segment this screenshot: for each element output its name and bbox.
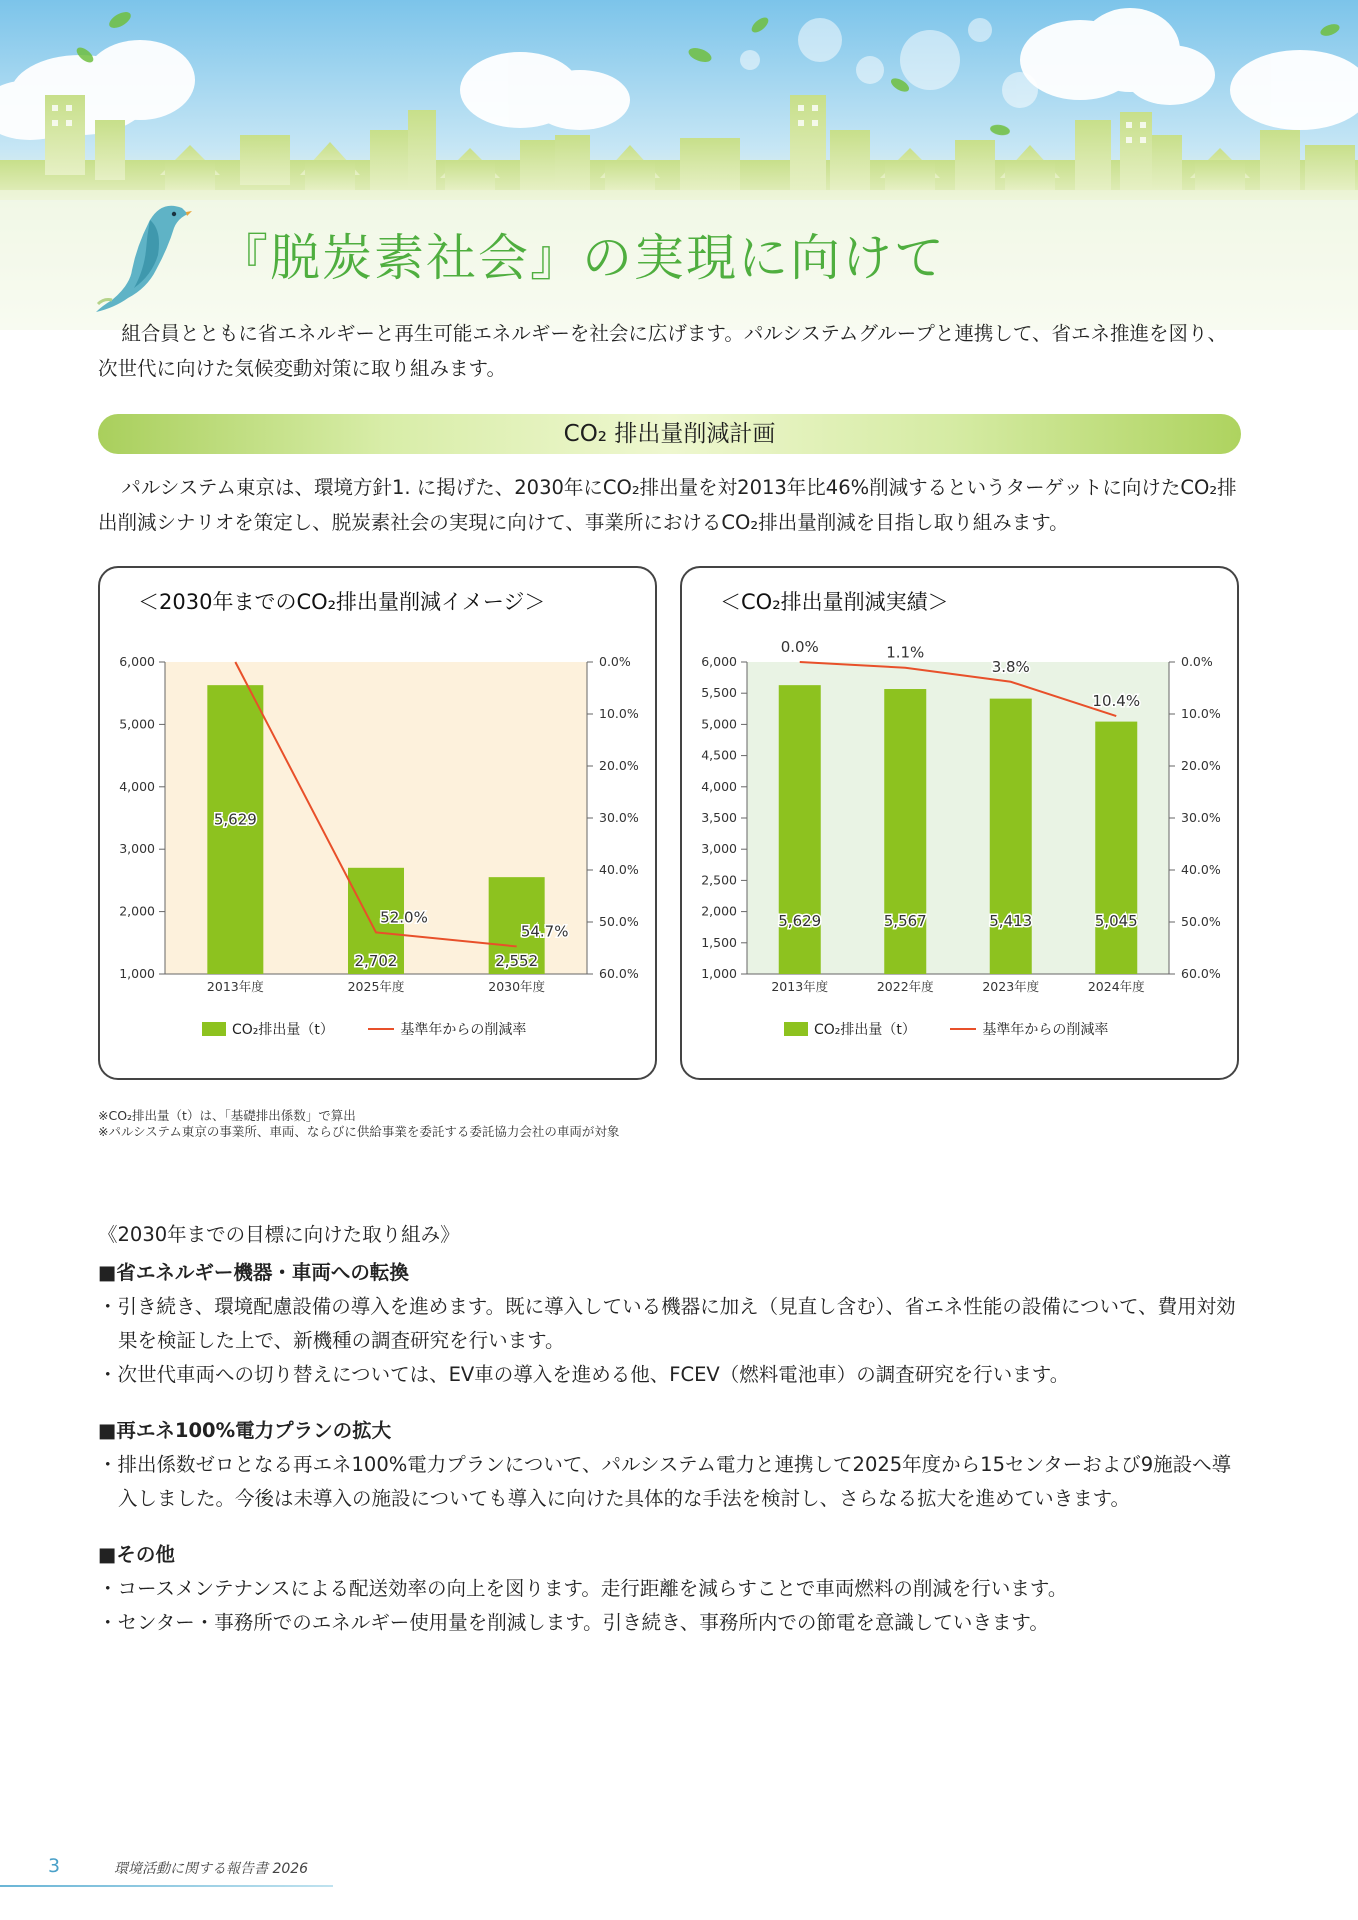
goals-section	[98, 1218, 1248, 1640]
bar-value-label: 5,567	[883, 912, 927, 930]
chart-title: ＜CO₂排出量削減実績＞	[720, 590, 949, 614]
legend-line-swatch	[368, 1028, 394, 1030]
section-paragraph	[98, 470, 1244, 540]
legend-bar-label: CO₂排出量（t）	[232, 1022, 334, 1038]
y-tick-label: 3,000	[119, 841, 155, 857]
y-tick-label: 3,500	[701, 810, 737, 825]
bar	[779, 685, 821, 974]
goal-heading-renewable: ■再エネ100%電力プランの拡大	[98, 1419, 392, 1442]
y2-tick-label: 20.0%	[1181, 758, 1221, 773]
y-tick-label: 2,000	[701, 903, 737, 919]
goal-bullet: ・排出係数ゼロとなる再エネ100%電力プランについて、パルシステム電力と連携して2025年度から15センターおよび9施設へ導入しました。今後は未導入の施設についても導入に向けた具体的な手法を検討し、さらなる拡大を進めていきます。	[98, 1453, 1232, 1510]
y2-tick-label: 10.0%	[1181, 706, 1221, 721]
footer-rule	[0, 1885, 333, 1887]
x-tick-label: 2023年度	[982, 979, 1040, 994]
y-tick-label: 3,000	[701, 841, 737, 857]
chart-reduction-results	[682, 568, 1237, 1078]
y2-tick-label: 20.0%	[599, 758, 639, 773]
goal-bullet: ・コースメンテナンスによる配送効率の向上を図ります。走行距離を減らすことで車両燃料の削減を行います。	[98, 1577, 1068, 1600]
y-tick-label: 1,500	[701, 934, 737, 950]
x-tick-label: 2022年度	[876, 979, 934, 994]
bar	[1095, 722, 1137, 974]
y2-tick-label: 10.0%	[599, 706, 639, 721]
y2-tick-label: 30.0%	[1181, 810, 1221, 825]
legend-bar-label: CO₂排出量（t）	[814, 1022, 916, 1038]
legend-line-label: 基準年からの削減率	[400, 1022, 527, 1038]
bar	[207, 685, 263, 974]
goals-heading: 《2030年までの目標に向けた取り組み》	[98, 1223, 460, 1246]
y2-tick-label: 60.0%	[599, 966, 639, 981]
section-text: パルシステム東京は、環境方針1. に掲げた、2030年にCO₂排出量を対2013年比46%削減するというターゲットに向けたCO₂排出削減シナリオを策定し、脱炭素社会の実現に向けて、事業所におけるCO₂排出量削減を目指し取り組みます。	[98, 476, 1237, 534]
legend-line-label: 基準年からの削減率	[982, 1022, 1109, 1038]
chart-legend	[202, 1019, 526, 1039]
section-heading-bar	[98, 414, 1241, 454]
chart-title: ＜2030年までのCO₂排出量削減イメージ＞	[138, 590, 546, 614]
line-value-label: 3.8%	[991, 657, 1030, 676]
publication-title: 環境活動に関する報告書 2026	[114, 1861, 309, 1877]
line-value-label: 0.0%	[780, 638, 819, 656]
page-number: 3	[48, 1855, 61, 1877]
chart-panel-plan	[98, 566, 657, 1080]
legend-line-swatch	[950, 1028, 976, 1030]
intro-paragraph	[98, 316, 1244, 386]
bar-value-label: 2,552	[495, 952, 539, 970]
bar	[990, 699, 1032, 974]
goal-heading-equipment: ■省エネルギー機器・車両への転換	[98, 1261, 409, 1284]
y-tick-label: 5,000	[119, 716, 155, 732]
line-value-label: 52.0%	[380, 908, 428, 927]
y-tick-label: 1,000	[119, 966, 155, 981]
x-tick-label: 2013年度	[206, 979, 264, 994]
line-value-label: 10.4%	[1092, 692, 1141, 711]
bar	[884, 689, 926, 974]
bar-value-label: 5,629	[213, 810, 257, 829]
bar-value-label: 5,629	[778, 912, 822, 930]
y-tick-label: 6,000	[119, 654, 155, 669]
y2-tick-label: 40.0%	[1181, 862, 1221, 877]
bar-value-label: 5,045	[1094, 912, 1138, 930]
y-tick-label: 2,000	[119, 903, 155, 919]
y2-tick-label: 50.0%	[1181, 914, 1221, 929]
y-tick-label: 6,000	[701, 654, 737, 669]
note-line: ※パルシステム東京の事業所、車両、ならびに供給事業を委託する委託協力会社の車両が対象	[98, 1124, 620, 1139]
x-tick-label: 2013年度	[771, 979, 829, 994]
chart-panel-results	[680, 566, 1239, 1080]
y2-tick-label: 40.0%	[599, 862, 639, 877]
x-tick-label: 2025年度	[347, 979, 405, 994]
legend-bar-swatch	[202, 1022, 226, 1036]
bar-value-label: 5,413	[989, 912, 1033, 930]
bird-icon	[92, 200, 192, 315]
chart-legend	[784, 1019, 1108, 1039]
section-heading: CO₂ 排出量削減計画	[563, 421, 776, 447]
y-tick-label: 4,000	[119, 778, 155, 794]
line-value-label: 1.1%	[886, 643, 925, 662]
y2-tick-label: 50.0%	[599, 914, 639, 929]
goal-bullet: ・引き続き、環境配慮設備の導入を進めます。既に導入している機器に加え（見直し含む）、省エネ性能の設備について、費用対効果を検証した上で、新機種の調査研究を行います。	[98, 1295, 1236, 1352]
y2-tick-label: 0.0%	[599, 654, 631, 669]
page-title: 『脱炭素社会』の実現に向けて	[218, 229, 946, 287]
chart-reduction-plan	[100, 568, 655, 1078]
x-tick-label: 2024年度	[1087, 979, 1145, 994]
intro-text: 組合員とともに省エネルギーと再生可能エネルギーを社会に広げます。パルシステムグループと連携して、省エネ推進を図り、次世代に向けた気候変動対策に取り組みます。	[98, 322, 1227, 380]
goal-heading-other: ■その他	[98, 1543, 175, 1566]
line-value-label: 54.7%	[520, 922, 569, 941]
bar-value-label: 2,702	[354, 952, 398, 970]
chart-notes	[98, 1108, 619, 1140]
y-tick-label: 1,000	[701, 966, 737, 981]
legend-bar-swatch	[784, 1022, 808, 1036]
y2-tick-label: 30.0%	[599, 810, 639, 825]
x-tick-label: 2030年度	[488, 979, 546, 994]
goal-bullet: ・センター・事務所でのエネルギー使用量を削減します。引き続き、事務所内での節電を意識していきます。	[98, 1611, 1049, 1634]
y-tick-label: 5,500	[701, 685, 737, 701]
goal-bullet: ・次世代車両への切り替えについては、EV車の導入を進める他、FCEV（燃料電池車）の調査研究を行います。	[98, 1363, 1070, 1386]
y2-tick-label: 0.0%	[1181, 654, 1213, 669]
y-tick-label: 4,500	[701, 747, 737, 763]
y-tick-label: 2,500	[701, 872, 737, 888]
y-tick-label: 5,000	[701, 716, 737, 732]
note-line: ※CO₂排出量（t）は、「基礎排出係数」で算出	[98, 1108, 356, 1123]
y-tick-label: 4,000	[701, 778, 737, 794]
y2-tick-label: 60.0%	[1181, 966, 1221, 981]
